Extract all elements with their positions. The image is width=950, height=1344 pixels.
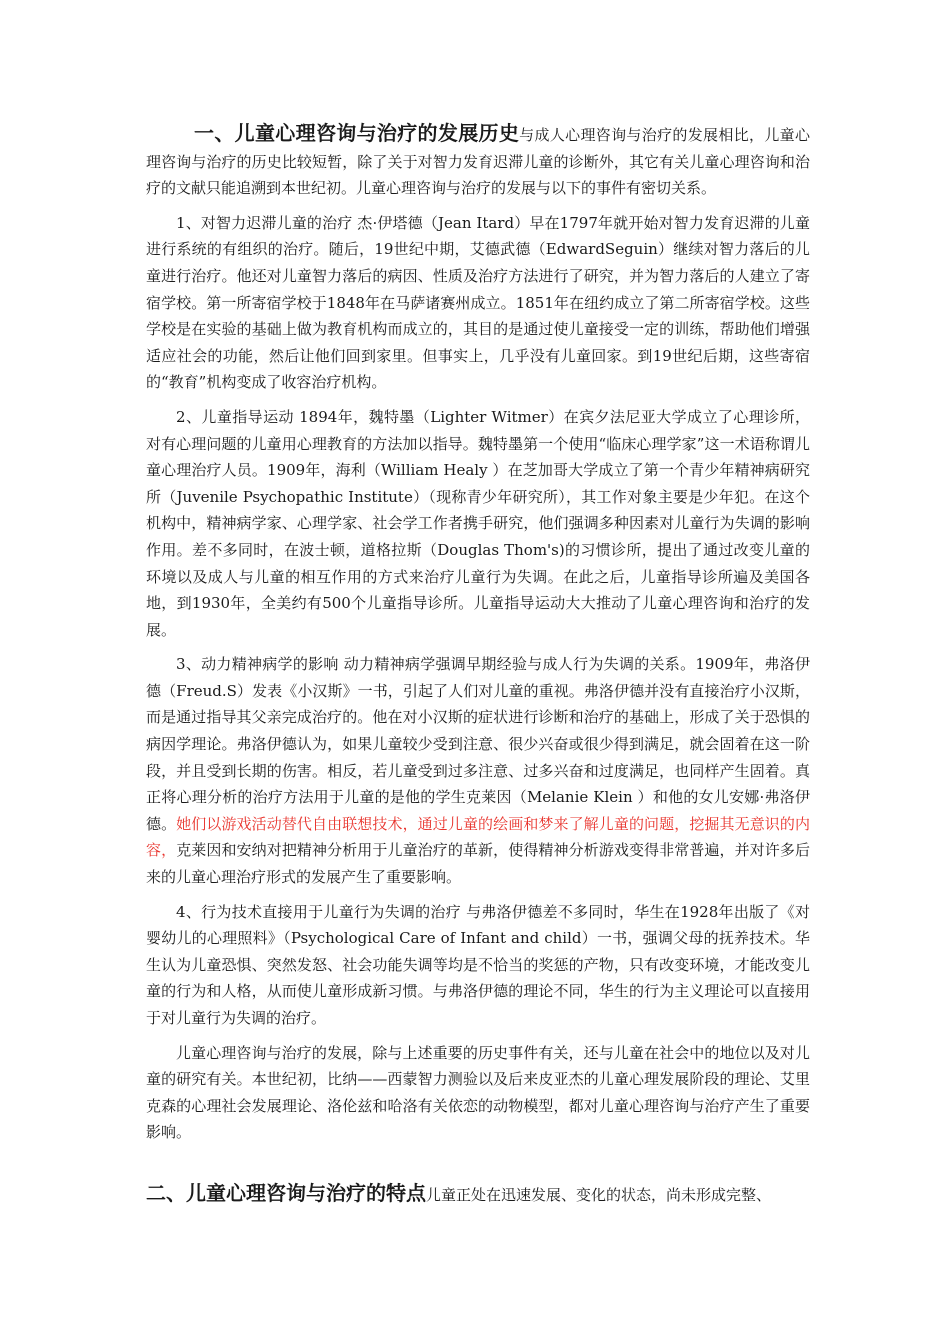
paragraph-behavioral-techniques: 4、行为技术直接用于儿童行为失调的治疗 与弗洛伊德差不多同时，华生在1928年出版了《对婴幼儿的心理照料》（Psychological Care of Infant and child）一书，强调父母的抚养技术。华生认为儿童恐惧、突然发怒、社会功能失调等均是不恰当的奖惩的产物，只有改变环境，才能改变儿童的行为和人格，从而使儿童形成新习惯。与弗洛伊德的理论不同，华生的行为主义理论可以直接用于对儿童行为失调的治疗。 [146,902,810,1027]
section2-heading: 二、儿童心理咨询与治疗的特点 [146,1180,426,1205]
section1-paragraph [146,120,810,202]
paragraph-dynamic-psychiatry [146,651,810,890]
paragraph-child-guidance: 2、儿童指导运动 1894年，魏特墨（Lighter Witmer）在宾夕法尼亚大学成立了心理诊所，对有心理问题的儿童用心理教育的方法加以指导。魏特墨第一个使用“临床心理学家”这一术语称谓儿童心理治疗人员。1909年，海利（William Healy ）在芝加哥大学成立了第一个青少年精神病研究所（Juvenile Psychopathic Institute）（现称青少年研究所），其工作对象主要是少年犯。在这个机构中，精神病学家、心理学家、社会学工作者携手研究，他们强调多种因素对儿童行为失调的影响作用。差不多同时，在波士顿，道格拉斯（Douglas Thom's)的习惯诊所，提出了通过改变儿童的环境以及成人与儿童的相互作用的方式来治疗儿童行为失调。在此之后，儿童指导诊所遍及美国各地，到1930年，全美约有500个儿童指导诊所。儿童指导运动大大推动了儿童心理咨询和治疗的发展。 [146,407,810,639]
section2-paragraph [146,1180,810,1209]
document-body [146,120,810,1217]
p3-highlighted-text: 她们以游戏活动替代自由联想技术，通过儿童的绘画和梦来了解儿童的问题，挖掘其无意识的内容， [146,814,810,860]
section1-intro: 与成人心理咨询与治疗的发展相比，儿童心理咨询与治疗的历史比较短暂，除了关于对智力发育迟滞儿童的诊断外，其它有关儿童心理咨询和治疗的文献只能追溯到本世纪初。儿童心理咨询与治疗的发展与以下的事件有密切关系。 [146,126,810,198]
paragraph-mental-retardation: 1、对智力迟滞儿童的治疗 杰·伊塔德（Jean Itard）早在1797年就开始对智力发育迟滞的儿童进行系统的有组织的治疗。随后，19世纪中期，艾德武德（EdwardSeguin）继续对智力落后的儿童进行治疗。他还对儿童智力落后的病因、性质及治疗方法进行了研究，并为智力落后的人建立了寄宿学校。第一所寄宿学校于1848年在马萨诸赛州成立。1851年在纽约成立了第二所寄宿学校。这些学校是在实验的基础上做为教育机构而成立的，其目的是通过使儿童接受一定的训练，帮助他们增强适应社会的功能，然后让他们回到家里。但事实上，几乎没有儿童回家。到19世纪后期，这些寄宿的“教育”机构变成了收容治疗机构。 [146,213,810,392]
section2-intro: 儿童正处在迅速发展、变化的状态，尚未形成完整、 [426,1185,772,1204]
p3-text-before: 3、动力精神病学的影响 动力精神病学强调早期经验与成人行为失调的关系。1909年，弗洛伊德（Freud.S）发表《小汉斯》一书，引起了人们对儿童的重视。弗洛伊德并没有直接治疗小汉斯，而是通过指导其父亲完成治疗的。他在对小汉斯的症状进行诊断和治疗的基础上，形成了关于恐惧的病因学理论。弗洛伊德认为，如果儿童较少受到注意、很少兴奋或很少得到满足，就会固着在这一阶段，并且受到长期的伤害。相反，若儿童受到过多注意、过多兴奋和过度满足，也同样产生固着。真正将心理分析的治疗方法用于儿童的是他的学生克莱因（Melanie Klein ）和他的女儿安娜·弗洛伊德。 [146,655,810,833]
paragraph-summary: 儿童心理咨询与治疗的发展，除与上述重要的历史事件有关，还与儿童在社会中的地位以及对儿童的研究有关。本世纪初，比纳——西蒙智力测验以及后来皮亚杰的儿童心理发展阶段的理论、艾里克森的心理社会发展理论、洛伦兹和哈洛有关依恋的动物模型，都对儿童心理咨询与治疗产生了重要影响。 [146,1043,810,1142]
p3-text-after: 克莱因和安纳对把精神分析用于儿童治疗的革新，使得精神分析游戏变得非常普遍，并对许多后来的儿童心理治疗形式的发展产生了重要影响。 [146,841,810,887]
section1-heading: 一、儿童心理咨询与治疗的发展历史 [194,121,520,145]
